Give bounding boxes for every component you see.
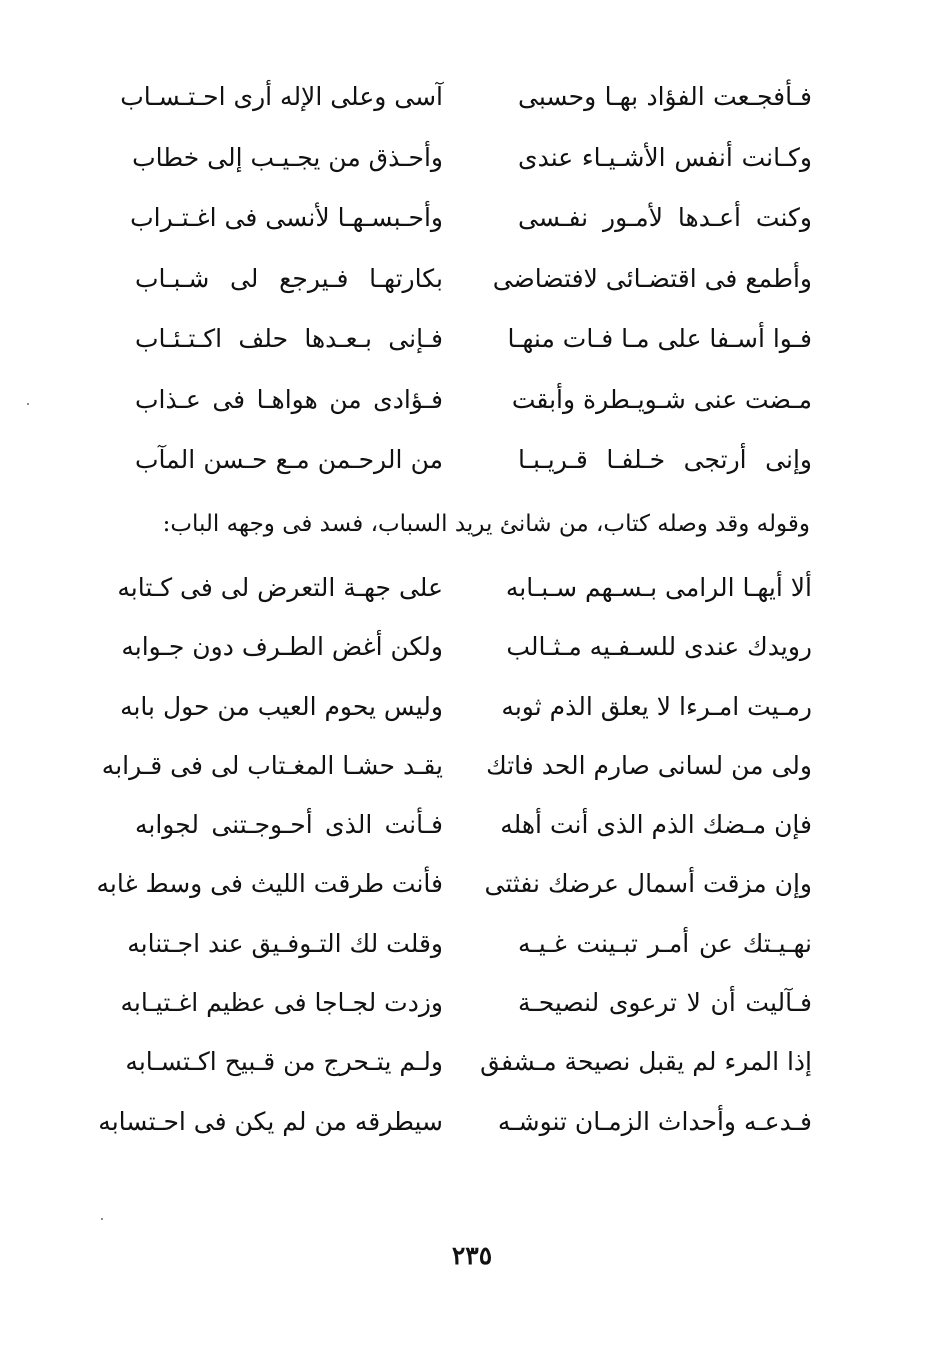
verse [0,921,944,980]
verse-second-hemistich: سيطرقه من لم يكن فى احـتسابه [98,1106,443,1136]
verse [0,1039,944,1098]
verse-first-hemistich: ألا أيهـا الرامى بـسـهم سـبـابه [505,573,812,602]
verse-first-hemistich: وكنت أعـدها لأمـور نفـسى [518,203,812,232]
verse [0,802,944,861]
verse-first-hemistich: وإن مزقت أسمال عرضك نفثتى [484,869,812,899]
verse-first-hemistich: فإن مـضك الذم الذى أنت أهله [500,810,812,840]
verse-first-hemistich: رويدك عندى للسـفـيه مـثـالب [506,632,812,662]
verse [0,316,944,377]
verse-second-hemistich: فـؤادى من هواهـا فى عـذاب [135,384,443,414]
verse [0,743,944,802]
verse-first-hemistich: فـوا أسـفا على مـا فـات منهـا [507,324,812,353]
verse-first-hemistich: مـضت عنى شـويـطرة وأبقت [511,384,812,414]
poem-stanza-2 [0,565,944,1158]
verse [0,1099,944,1158]
scan-speck [101,1218,103,1220]
verse-first-hemistich: إذا المرء لم يقبل نصيحة مـشفق [480,1047,812,1077]
verse-first-hemistich: وإنى أرتجى خـلفـا قـريـبـا [518,445,812,474]
verse-first-hemistich: رمـيت امـرءا لا يعلق الذم ثوبه [501,691,812,721]
verse-first-hemistich: وكـانت أنفس الأشـيـاء عندى [518,142,812,172]
verse-first-hemistich: فـآليت أن لا ترعوى لنصيحـة [518,988,812,1018]
verse-second-hemistich: بكارتهـا فـيرجع لى شـبـاب [135,263,443,293]
verse-second-hemistich: وأحـذق من يجـيـب إلى خطاب [132,142,443,172]
verse-first-hemistich: فـدعـه وأحداث الزمـان تنوشـه [497,1106,812,1136]
verse [0,135,944,196]
verse-second-hemistich: يقـد حشـا المغـتاب لى فى قـرابه [101,750,443,780]
verse-second-hemistich: ولكن أغض الطـرف دون جـوابه [121,632,443,662]
verse [0,684,944,743]
verse [0,980,944,1039]
verse [0,195,944,256]
verse [0,74,944,135]
verse-second-hemistich: وأحـبسـهـا لأنسى فى اغـتـراب [130,203,443,232]
scan-speck [27,403,29,405]
verse [0,256,944,317]
verse [0,861,944,920]
verse [0,624,944,683]
verse-second-hemistich: ولـم يتـحرج من قـبيح اكـتسـابه [125,1047,443,1077]
verse-second-hemistich: فـإنى بـعـدها حلف اكـتـئـاب [135,324,443,353]
verse-second-hemistich: آسى وعلى الإله أرى احـتـسـاب [120,82,443,111]
verse [0,565,944,624]
verse-first-hemistich: نهـيـتك عن أمـر تبـينت غـيـه [518,928,812,958]
verse-first-hemistich: ولى من لسانى صارم الحد فاتك [486,750,812,780]
page-number: ٢٣٥ [451,1241,493,1270]
verse [0,437,944,498]
verse-second-hemistich: وزدت لجـاجا فى عظيم اغـتيـابه [120,988,443,1018]
poem-stanza-1 [0,74,944,498]
verse-second-hemistich: فـأنت الذى أحـوجـتنى لجوابه [135,810,443,840]
verse-second-hemistich: على جهـة التعرض لى فى كـتابه [117,573,443,602]
poem-introduction: وقوله وقد وصله كتاب، من شانئ يريد السباب، فسد فى وجهه الباب: [162,511,810,537]
verse-second-hemistich: وقلت لك التـوفـيق عند اجـتنابه [127,928,443,958]
verse-second-hemistich: فأنت طرقت الليث فى وسط غابه [96,869,443,899]
verse-second-hemistich: وليس يحوم العيب من حول بابه [120,691,443,721]
verse [0,377,944,438]
verse-first-hemistich: وأطمع فى اقتضـائى لافتضاضى [492,263,812,293]
verse-second-hemistich: من الرحـمن مـع حـسن المآب [135,445,443,474]
verse-first-hemistich: فـأفجـعت الفؤاد بهـا وحسبى [518,82,812,111]
